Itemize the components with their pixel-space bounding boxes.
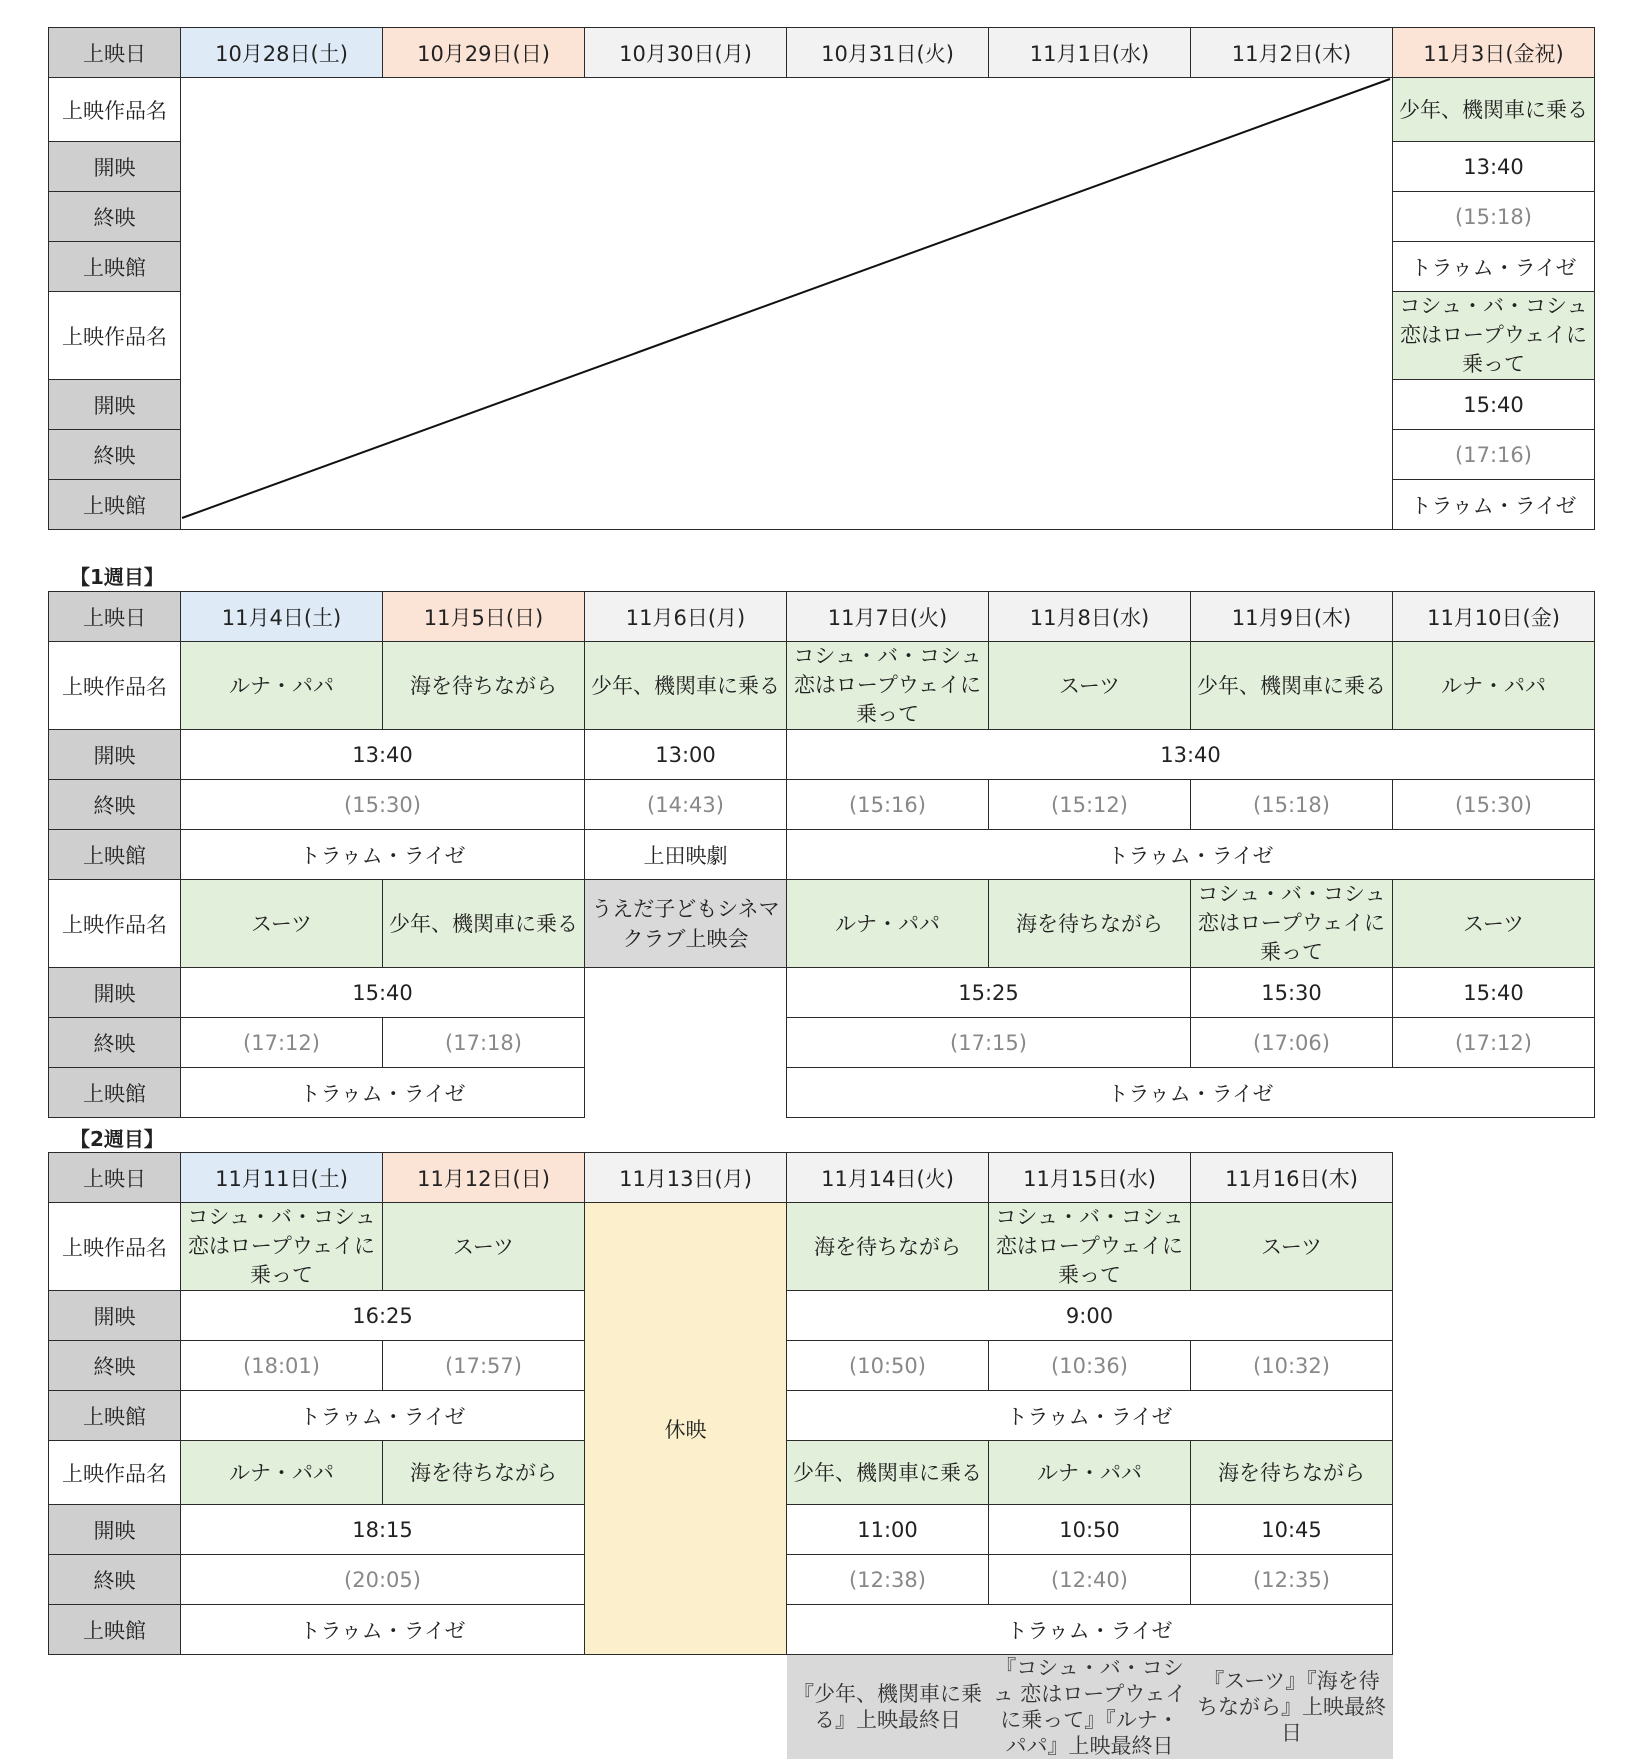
end-time-cell: (18:01)	[181, 1341, 383, 1391]
date-cell: 10月31日(火)	[787, 28, 989, 78]
start-time-cell: 16:25	[181, 1291, 585, 1341]
date-cell: 11月6日(月)	[585, 592, 787, 642]
movie-title-cell: ルナ・パパ	[181, 1441, 383, 1505]
row-label-start: 開映	[49, 1505, 181, 1555]
end-time-cell: (15:12)	[989, 780, 1191, 830]
movie-title-cell: 少年、機関車に乗る	[1393, 78, 1595, 142]
movie-title-cell: 海を待ちながら	[787, 1203, 989, 1291]
start-time-cell: 13:40	[1393, 142, 1595, 192]
movie-title-cell: スーツ	[1191, 1203, 1393, 1291]
end-time-cell: (20:05)	[181, 1555, 585, 1605]
start-time-cell: 15:30	[1191, 968, 1393, 1018]
venue-cell: トラゥム・ライゼ	[787, 830, 1595, 880]
date-cell: 11月11日(土)	[181, 1153, 383, 1203]
row-label-title: 上映作品名	[49, 78, 181, 142]
end-time-cell: (12:38)	[787, 1555, 989, 1605]
end-time-cell: (17:18)	[383, 1018, 585, 1068]
row-label-start: 開映	[49, 730, 181, 780]
date-cell: 11月16日(木)	[1191, 1153, 1393, 1203]
start-time-cell: 13:40	[181, 730, 585, 780]
date-cell: 11月14日(火)	[787, 1153, 989, 1203]
end-time-cell: (10:50)	[787, 1341, 989, 1391]
date-cell: 10月29日(日)	[383, 28, 585, 78]
row-label-end: 終映	[49, 1018, 181, 1068]
end-time-cell: (17:15)	[787, 1018, 1191, 1068]
row-label-start: 開映	[49, 968, 181, 1018]
end-time-cell: (14:43)	[585, 780, 787, 830]
start-time-cell: 15:40	[1393, 968, 1595, 1018]
venue-cell: トラゥム・ライゼ	[1393, 242, 1595, 292]
venue-cell: トラゥム・ライゼ	[181, 1605, 585, 1655]
start-time-cell: 11:00	[787, 1505, 989, 1555]
row-label-venue: 上映館	[49, 242, 181, 292]
date-cell: 11月12日(日)	[383, 1153, 585, 1203]
date-cell: 11月15日(水)	[989, 1153, 1191, 1203]
venue-cell: トラゥム・ライゼ	[181, 1391, 585, 1441]
end-time-cell: (12:35)	[1191, 1555, 1393, 1605]
special-event-cell: うえだ子どもシネマクラブ上映会	[585, 880, 787, 968]
movie-title-cell: コシュ・バ・コシュ 恋はロープウェイに乗って	[1191, 880, 1393, 968]
row-label-title: 上映作品名	[49, 880, 181, 968]
movie-title-cell: スーツ	[383, 1203, 585, 1291]
movie-title-cell: ルナ・パパ	[181, 642, 383, 730]
end-time-cell: (10:36)	[989, 1341, 1191, 1391]
date-cell: 11月4日(土)	[181, 592, 383, 642]
movie-title-cell: コシュ・バ・コシュ 恋はロープウェイに乗って	[181, 1203, 383, 1291]
row-label-date: 上映日	[49, 592, 181, 642]
no-screening-area	[181, 78, 1393, 530]
movie-title-cell: スーツ	[181, 880, 383, 968]
row-label-date: 上映日	[49, 1153, 181, 1203]
start-time-cell: 15:40	[181, 968, 585, 1018]
movie-title-cell: 少年、機関車に乗る	[383, 880, 585, 968]
venue-cell: トラゥム・ライゼ	[1393, 480, 1595, 530]
date-cell: 11月9日(木)	[1191, 592, 1393, 642]
movie-title-cell: コシュ・バ・コシュ 恋はロープウェイに乗って	[787, 642, 989, 730]
date-cell: 11月10日(金)	[1393, 592, 1595, 642]
row-label-end: 終映	[49, 780, 181, 830]
venue-cell: トラゥム・ライゼ	[787, 1068, 1595, 1118]
date-cell: 11月13日(月)	[585, 1153, 787, 1203]
row-label-end: 終映	[49, 1341, 181, 1391]
end-time-cell: (15:30)	[1393, 780, 1595, 830]
movie-title-cell: ルナ・パパ	[989, 1441, 1191, 1505]
start-time-cell: 13:40	[787, 730, 1595, 780]
movie-title-cell: 海を待ちながら	[989, 880, 1191, 968]
row-label-title: 上映作品名	[49, 1203, 181, 1291]
date-cell: 10月30日(月)	[585, 28, 787, 78]
last-day-note: 『コシュ・バ・コシュ 恋はロープウェイに乗って』『ルナ・パパ』上映最終日	[989, 1655, 1191, 1759]
row-label-start: 開映	[49, 1291, 181, 1341]
date-cell: 11月3日(金祝)	[1393, 28, 1595, 78]
row-label-venue: 上映館	[49, 1605, 181, 1655]
row-label-end: 終映	[49, 192, 181, 242]
week2-heading: 【2週目】	[70, 1123, 164, 1152]
row-label-title: 上映作品名	[49, 642, 181, 730]
start-time-cell: 15:25	[787, 968, 1191, 1018]
end-time-cell: (15:18)	[1191, 780, 1393, 830]
venue-cell: 上田映劇	[585, 830, 787, 880]
schedule-table-week0	[48, 27, 1595, 530]
row-label-title: 上映作品名	[49, 1441, 181, 1505]
movie-title-cell: 少年、機関車に乗る	[585, 642, 787, 730]
movie-title-cell: 海を待ちながら	[383, 642, 585, 730]
date-cell: 11月5日(日)	[383, 592, 585, 642]
movie-title-cell: 海を待ちながら	[1191, 1441, 1393, 1505]
closed-day-cell: 休映	[585, 1203, 787, 1655]
empty-cell	[585, 1655, 787, 1759]
empty-cell	[383, 1655, 585, 1759]
last-day-note: 『スーツ』『海を待ちながら』上映最終日	[1191, 1655, 1393, 1759]
date-cell: 11月7日(火)	[787, 592, 989, 642]
week1-heading: 【1週目】	[70, 561, 164, 590]
start-time-cell: 15:40	[1393, 380, 1595, 430]
row-label-end: 終映	[49, 430, 181, 480]
start-time-cell: 10:45	[1191, 1505, 1393, 1555]
row-label-start: 開映	[49, 380, 181, 430]
end-time-cell: (17:16)	[1393, 430, 1595, 480]
date-cell: 11月1日(水)	[989, 28, 1191, 78]
movie-title-cell: 海を待ちながら	[383, 1441, 585, 1505]
start-time-cell: 10:50	[989, 1505, 1191, 1555]
row-label-venue: 上映館	[49, 1068, 181, 1118]
end-time-cell: (15:18)	[1393, 192, 1595, 242]
end-time-cell: (17:12)	[1393, 1018, 1595, 1068]
end-time-cell: (17:06)	[1191, 1018, 1393, 1068]
row-label-title: 上映作品名	[49, 292, 181, 380]
movie-title-cell: 少年、機関車に乗る	[1191, 642, 1393, 730]
end-time-cell: (17:57)	[383, 1341, 585, 1391]
movie-title-cell: スーツ	[989, 642, 1191, 730]
end-time-cell: (17:12)	[181, 1018, 383, 1068]
row-label-start: 開映	[49, 142, 181, 192]
movie-title-cell: 少年、機関車に乗る	[787, 1441, 989, 1505]
end-time-cell: (15:16)	[787, 780, 989, 830]
movie-title-cell: スーツ	[1393, 880, 1595, 968]
start-time-cell: 18:15	[181, 1505, 585, 1555]
schedule-table-week1	[48, 591, 1595, 1118]
venue-cell: トラゥム・ライゼ	[787, 1605, 1393, 1655]
venue-cell: トラゥム・ライゼ	[181, 830, 585, 880]
venue-cell: トラゥム・ライゼ	[787, 1391, 1393, 1441]
empty-cell	[181, 1655, 383, 1759]
end-time-cell: (12:40)	[989, 1555, 1191, 1605]
movie-title-cell: ルナ・パパ	[787, 880, 989, 968]
last-day-note: 『少年、機関車に乗る』上映最終日	[787, 1655, 989, 1759]
row-label-venue: 上映館	[49, 480, 181, 530]
empty-cell	[585, 968, 787, 1118]
schedule-table-week2	[48, 1152, 1393, 1759]
movie-title-cell: ルナ・パパ	[1393, 642, 1595, 730]
row-label-end: 終映	[49, 1555, 181, 1605]
empty-cell	[49, 1655, 181, 1759]
start-time-cell: 9:00	[787, 1291, 1393, 1341]
end-time-cell: (10:32)	[1191, 1341, 1393, 1391]
movie-title-cell: コシュ・バ・コシュ 恋はロープウェイに乗って	[989, 1203, 1191, 1291]
movie-title-cell: コシュ・バ・コシュ 恋はロープウェイに乗って	[1393, 292, 1595, 380]
start-time-cell: 13:00	[585, 730, 787, 780]
date-row	[49, 28, 1595, 78]
row-label-venue: 上映館	[49, 830, 181, 880]
row-label-date: 上映日	[49, 28, 181, 78]
row-label-venue: 上映館	[49, 1391, 181, 1441]
date-cell: 10月28日(土)	[181, 28, 383, 78]
venue-cell: トラゥム・ライゼ	[181, 1068, 585, 1118]
date-cell: 11月2日(木)	[1191, 28, 1393, 78]
end-time-cell: (15:30)	[181, 780, 585, 830]
date-cell: 11月8日(水)	[989, 592, 1191, 642]
